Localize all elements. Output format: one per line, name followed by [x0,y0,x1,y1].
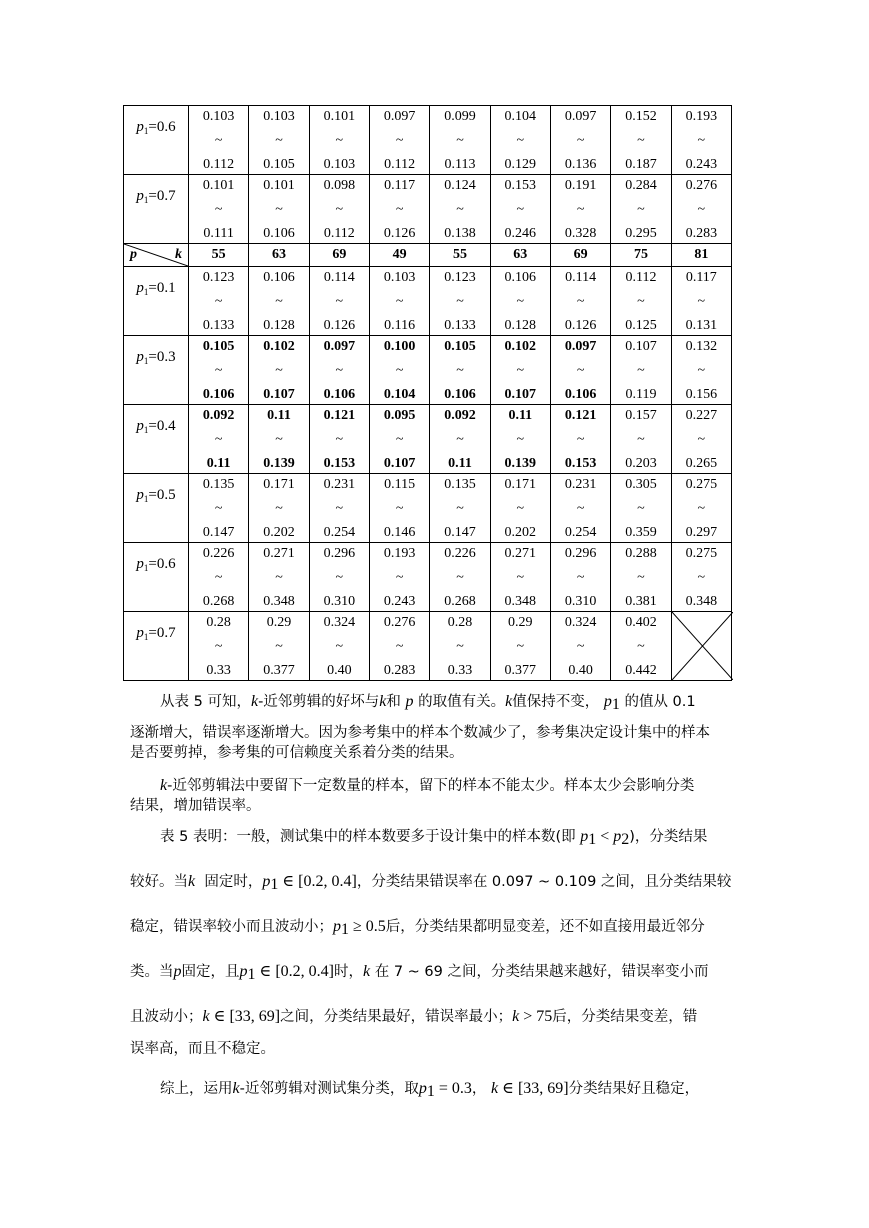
table-cell: 0.115 ~ 0.146 [369,474,429,543]
table-cell: 0.153 ~ 0.246 [490,175,550,244]
row-label: $p_1=0.6$ [124,543,189,612]
table-cell: 0.103 ~ 0.105 [249,106,309,175]
k-header-cell: 55 [189,244,249,267]
table-cell: 0.104 ~ 0.129 [490,106,550,175]
table-cell: 0.296 ~ 0.310 [309,543,369,612]
k-header-cell: 75 [611,244,671,267]
table-cell: 0.105 ~ 0.106 [430,336,490,405]
table-cell: 0.106 ~ 0.128 [490,267,550,336]
corner-cell: p k [124,244,189,267]
row-label: $p_1=0.6$ [124,106,189,175]
k-header-cell: 63 [249,244,309,267]
table-cell: 0.193 ~ 0.243 [671,106,731,175]
table-cell: 0.132 ~ 0.156 [671,336,731,405]
table-cell: 0.097 ~ 0.106 [309,336,369,405]
table-row [124,474,732,543]
row-label: $p_1=0.1$ [124,267,189,336]
table-cell: 0.288 ~ 0.381 [611,543,671,612]
table-cell: 0.11 ~ 0.139 [249,405,309,474]
table-cell: 0.191 ~ 0.328 [550,175,610,244]
table-cell: 0.102 ~ 0.107 [249,336,309,405]
table-cell: 0.114 ~ 0.126 [309,267,369,336]
table-cell: 0.227 ~ 0.265 [671,405,731,474]
table-cell: 0.157 ~ 0.203 [611,405,671,474]
table-cell: 0.135 ~ 0.147 [430,474,490,543]
table-cell: 0.092 ~ 0.11 [189,405,249,474]
table-cell: 0.171 ~ 0.202 [249,474,309,543]
table-cell: 0.324 ~ 0.40 [550,612,610,681]
table-row [124,543,732,612]
table-cell: 0.193 ~ 0.243 [369,543,429,612]
table-cell: 0.107 ~ 0.119 [611,336,671,405]
table-cell: 0.102 ~ 0.107 [490,336,550,405]
table-cell: 0.276 ~ 0.283 [369,612,429,681]
table-cell: 0.28 ~ 0.33 [430,612,490,681]
table-cell: 0.095 ~ 0.107 [369,405,429,474]
table-row [124,106,732,175]
paragraph-2: k-近邻剪辑法中要留下一定数量的样本，留下的样本不能太少。样本太少会影响分类 结果，增加错误率。 [130,777,695,814]
table-cell: 0.117 ~ 0.126 [369,175,429,244]
table-cell: 0.324 ~ 0.40 [309,612,369,681]
row-label: $p_1=0.7$ [124,612,189,681]
table-cell: 0.114 ~ 0.126 [550,267,610,336]
table-cell: 0.101 ~ 0.111 [189,175,249,244]
row-label: $p_1=0.4$ [124,405,189,474]
table-cell: 0.271 ~ 0.348 [249,543,309,612]
table-row [124,405,732,474]
table-cell: 0.152 ~ 0.187 [611,106,671,175]
table-cell: 0.226 ~ 0.268 [189,543,249,612]
table-cell: 0.097 ~ 0.106 [550,336,610,405]
table-row [124,267,732,336]
table-cell: 0.097 ~ 0.136 [550,106,610,175]
table-cell: 0.101 ~ 0.103 [309,106,369,175]
table-row [124,175,732,244]
table-cell: 0.275 ~ 0.297 [671,474,731,543]
k-header-cell: 69 [309,244,369,267]
row-label: $p_1=0.7$ [124,175,189,244]
table-cell: 0.29 ~ 0.377 [249,612,309,681]
empty-crossed-cell [671,612,731,681]
table-row [124,336,732,405]
table-cell: 0.112 ~ 0.125 [611,267,671,336]
results-table [123,105,732,681]
k-header-cell: 55 [430,244,490,267]
table-cell: 0.135 ~ 0.147 [189,474,249,543]
table-cell: 0.28 ~ 0.33 [189,612,249,681]
table-cell: 0.271 ~ 0.348 [490,543,550,612]
table-row [124,612,732,681]
table-cell: 0.171 ~ 0.202 [490,474,550,543]
table-cell: 0.098 ~ 0.112 [309,175,369,244]
table-cell: 0.226 ~ 0.268 [430,543,490,612]
table-cell: 0.29 ~ 0.377 [490,612,550,681]
k-header-cell: 49 [369,244,429,267]
paragraph-3: 表 5 表明：一般，测试集中的样本数要多于设计集中的样本数(即 p1 < p2)，分类结果 较好。当k 固定时，p1 ∈ [0.2, 0.4]，分类结果错误率在 0.097 ~ 0.109 之间，且分类结果较 稳定，错误率较小而且波动小；p1 ≥ 0.5后，分类结果都明显变差，还不如直接用最近邻分 类。当p固定，且p1 ∈ [0.2, 0.4]时，k 在 7 ~ 69 之间，分类结果越来越好，错误率变小而 且波动小；k ∈ [33, 69]之间，分类结果最好，错误率最小；k > 75后，分类结果变差，错 误率高，而且不稳定。 [130,828,732,1057]
table-cell: 0.121 ~ 0.153 [550,405,610,474]
table-cell: 0.121 ~ 0.153 [309,405,369,474]
table-cell: 0.284 ~ 0.295 [611,175,671,244]
k-header-cell: 69 [550,244,610,267]
table-cell: 0.231 ~ 0.254 [309,474,369,543]
table-cell: 0.103 ~ 0.116 [369,267,429,336]
table-cell: 0.123 ~ 0.133 [189,267,249,336]
table-cell: 0.103 ~ 0.112 [189,106,249,175]
table-cell: 0.117 ~ 0.131 [671,267,731,336]
k-header-cell: 63 [490,244,550,267]
paragraph-1: 从表 5 可知，k-近邻剪辑的好坏与k和 p 的取值有关。k值保持不变， p1 的值从 0.1 逐渐增大，错误率逐渐增大。因为参考集中的样本个数减少了，参考集决定设计集中的样本 是否要剪掉，参考集的可信赖度关系着分类的结果。 [130,693,710,761]
table-cell: 0.100 ~ 0.104 [369,336,429,405]
table-cell: 0.402 ~ 0.442 [611,612,671,681]
table-cell: 0.11 ~ 0.139 [490,405,550,474]
table-cell: 0.296 ~ 0.310 [550,543,610,612]
table-cell: 0.105 ~ 0.106 [189,336,249,405]
row-label: $p_1=0.3$ [124,336,189,405]
table-cell: 0.099 ~ 0.113 [430,106,490,175]
table-cell: 0.275 ~ 0.348 [671,543,731,612]
paragraph-4: 综上，运用k-近邻剪辑对测试集分类，取p1 = 0.3， k ∈ [33, 69]分类结果好且稳定， [160,1080,700,1100]
row-label: $p_1=0.5$ [124,474,189,543]
k-header-cell: 81 [671,244,731,267]
table-cell: 0.123 ~ 0.133 [430,267,490,336]
table-cell: 0.305 ~ 0.359 [611,474,671,543]
table-cell: 0.106 ~ 0.128 [249,267,309,336]
header-row [124,244,732,267]
table-cell: 0.097 ~ 0.112 [369,106,429,175]
table-cell: 0.124 ~ 0.138 [430,175,490,244]
table-cell: 0.276 ~ 0.283 [671,175,731,244]
table-cell: 0.092 ~ 0.11 [430,405,490,474]
table-cell: 0.101 ~ 0.106 [249,175,309,244]
table-cell: 0.231 ~ 0.254 [550,474,610,543]
